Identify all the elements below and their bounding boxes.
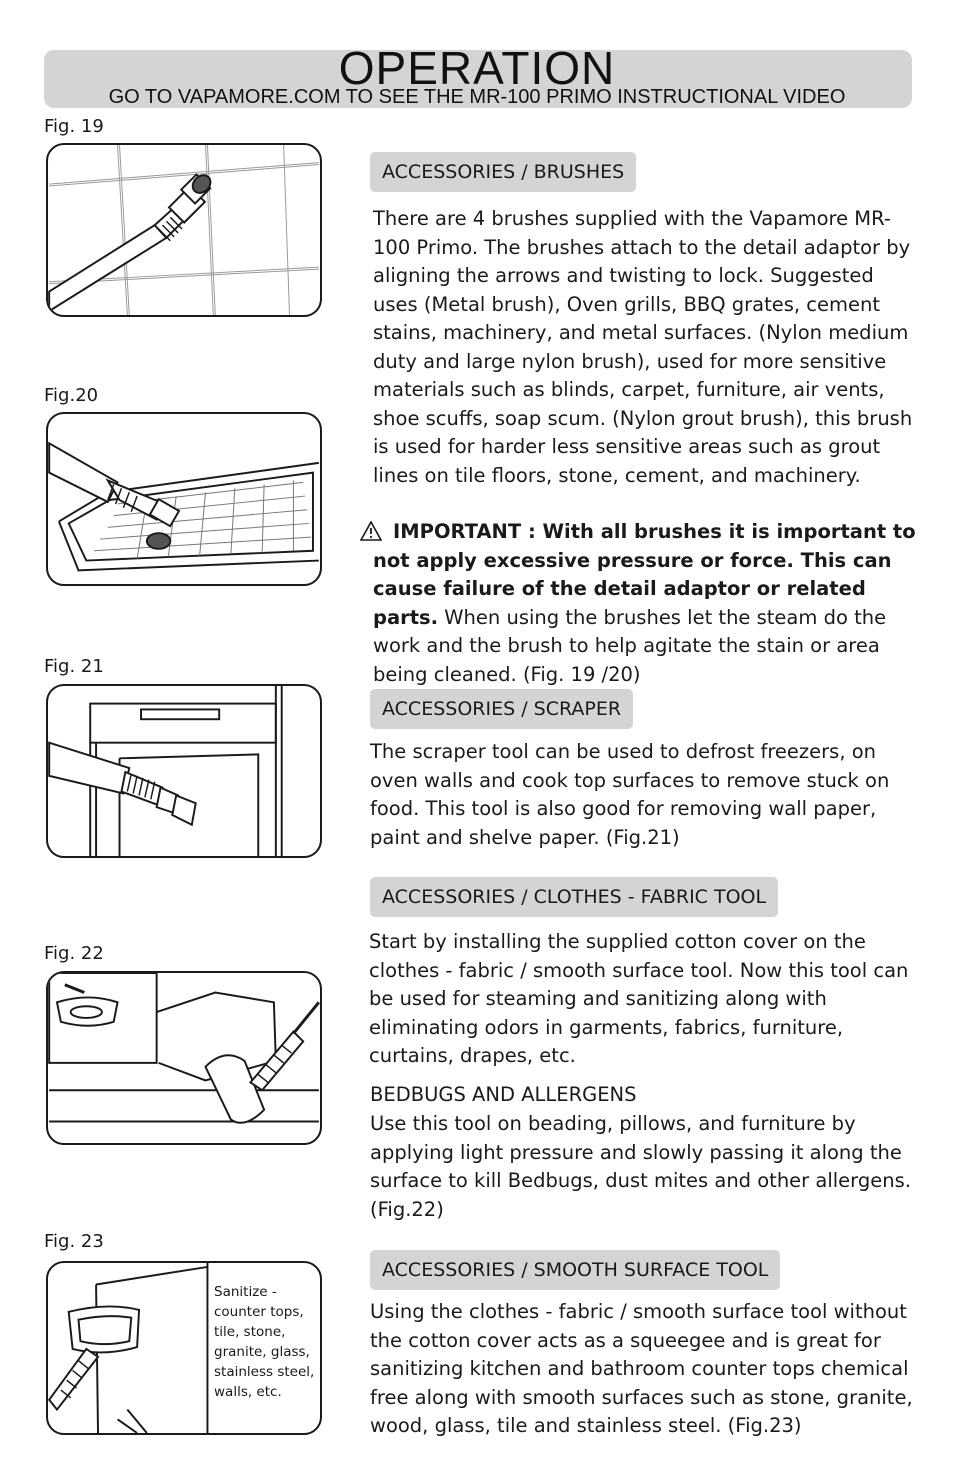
important-note [373, 518, 918, 689]
fig19-illustration [46, 143, 322, 317]
brushes-heading: ACCESSORIES / BRUSHES [370, 152, 636, 192]
smooth-surface-body: Using the clothes - fabric / smooth surface tool without the cotton cover acts as a squeegee and is great for sanitizing kitchen and bathroom counter tops chemical free along with smooth surfaces such as stone, granite, wood, glass, tile and stainless steel. (Fig.23) [370, 1300, 913, 1437]
fig22-illustration [46, 971, 322, 1145]
fig19-label: Fig. 19 [44, 116, 104, 137]
brushes-body: There are 4 brushes supplied with the Vapamore MR-100 Primo. The brushes attach to the detail adaptor by aligning the arrows and twisting to lock. Suggested uses (Metal brush), Oven grills, BBQ grates, cement stains, machinery, and metal surfaces. (Nylon medium duty and large nylon brush), used for more sensitive materials such as blinds, carpet, furniture, air vents, shoe scuffs, soap scum. (Nylon grout brush), this brush is used for harder less sensitive areas such as grout lines on tile floors, stone, cement, and machinery. [373, 207, 913, 487]
fabric-tool-body: Start by installing the supplied cotton cover on the clothes - fabric / smooth surface tool. Now this tool can be used for steaming and sanitizing along with eliminating odors in garments, fabrics, furniture, curtains, drapes, etc. [369, 930, 909, 1067]
fabric-tool-heading: ACCESSORIES / CLOTHES - FABRIC TOOL [370, 877, 778, 917]
fig20-label: Fig.20 [44, 385, 99, 406]
fig21-label: Fig. 21 [44, 656, 104, 677]
fabric-tool-drawing [48, 973, 320, 1143]
fig22-label: Fig. 22 [44, 943, 104, 964]
fig23-label: Fig. 23 [44, 1231, 104, 1252]
page-title: OPERATION [338, 42, 616, 94]
fig23-caption: Sanitize - counter tops, tile, stone, granite, glass, stainless steel, walls, etc. [214, 1284, 315, 1400]
important-note-bold: IMPORTANT : With all brushes it is important to not apply excessive pressure or force. This can cause failure of the detail adaptor or related parts. [373, 520, 916, 629]
smooth-surface-heading: ACCESSORIES / SMOOTH SURFACE TOOL [370, 1250, 780, 1290]
page-subtitle: GO TO VAPAMORE.COM TO SEE THE MR-100 PRIMO INSTRUCTIONAL VIDEO [108, 86, 846, 108]
brush-on-tile-drawing [48, 145, 320, 315]
brush-on-grill-drawing [48, 414, 320, 584]
scraper-heading: ACCESSORIES / SCRAPER [370, 689, 633, 729]
important-note-rest: When using the brushes let the steam do the work and the brush to help agitate the stain or area being cleaned. (Fig. 19 /20) [373, 605, 887, 686]
bedbugs-subheading: BEDBUGS AND ALLERGENS [370, 1083, 637, 1106]
scraper-in-oven-drawing [48, 686, 320, 856]
bedbugs-body: Use this tool on beading, pillows, and furniture by applying light pressure and slowly passing it along the surface to kill Bedbugs, dust mites and other allergens. (Fig.22) [370, 1112, 911, 1221]
scraper-body: The scraper tool can be used to defrost freezers, on oven walls and cook top surfaces to remove stuck on food. This tool is also good for removing wall paper, paint and shelve paper. (Fig.21) [370, 740, 890, 849]
fig20-illustration [46, 412, 322, 586]
fig21-illustration [46, 684, 322, 858]
